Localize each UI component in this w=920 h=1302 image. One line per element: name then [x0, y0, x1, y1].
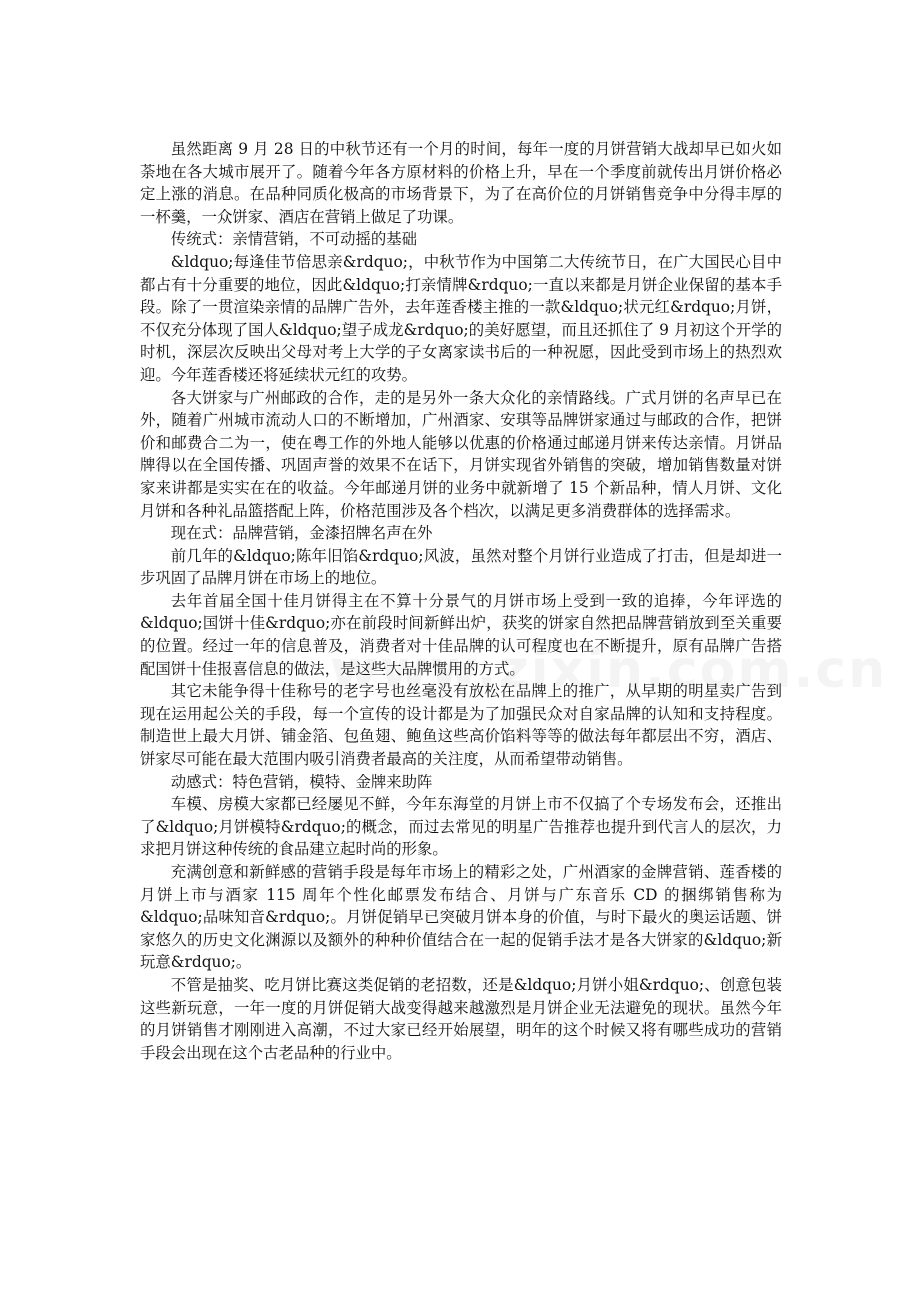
paragraph-old-filling: 前几年的&ldquo;陈年旧馅&rdquo;风波，虽然对整个月饼行业造成了打击，但是却进一步巩固了品牌月饼在市场上的地位。 [140, 546, 782, 588]
section-heading-present: 现在式：品牌营销，金漆招牌名声在外 [170, 524, 433, 543]
section-heading-traditional: 传统式：亲情营销，不可动摇的基础 [170, 230, 418, 249]
section-heading-dynamic: 动感式：特色营销，模特、金牌来助阵 [170, 772, 433, 791]
paragraph-models: 车模、房模大家都已经屡见不鲜，今年东海堂的月饼上市不仅搞了个专场发布会，还推出了&ldquo;月饼模特&rdquo;的概念，而过去常见的明星广告推荐也提升到代言人的层次，力求把月饼这种传统的食品建立起时尚的形象。 [140, 795, 782, 859]
article-body [140, 138, 782, 1064]
paragraph-postal-cooperation: 各大饼家与广州邮政的合作，走的是另外一条大众化的亲情路线。广式月饼的名声早已在外，随着广州城市流动人口的不断增加，广州酒家、安琪等品牌饼家通过与邮政的合作，把饼价和邮费合二为一，使在粤工作的外地人能够以优惠的价格通过邮递月饼来传达亲情。月饼品牌得以在全国传播、巩固声誉的效果不在话下，月饼实现省外销售的突破，增加销售数量对饼家来讲都是实实在在的收益。今年邮递月饼的业务中就新增了 15 个新品种，情人月饼、文化月饼和各种礼品篮搭配上阵，价格范围涉及各个档次，以满足更多消费群体的选择需求。 [140, 388, 782, 520]
paragraph-old-brands: 其它未能争得十佳称号的老字号也丝毫没有放松在品牌上的推广，从早期的明星卖广告到现在运用起公关的手段，每一个宣传的设计都是为了加强民众对自家品牌的认知和支持程度。制造世上最大月饼、铺金箔、包鱼翅、鲍鱼这些高价馅料等等的做法每年都层出不穷，酒店、饼家尽可能在最大范围内吸引消费者最高的关注度，从而希望带动销售。 [140, 682, 782, 769]
paragraph-family-marketing: &ldquo;每逢佳节倍思亲&rdquo;，中秋节作为中国第二大传统节日，在广大国民心目中都占有十分重要的地位，因此&ldquo;打亲情牌&rdquo;一直以来都是月饼企业保留的基本手段。除了一贯渲染亲情的品牌广告外，去年莲香楼主推的一款&ldquo;状元红&rdquo;月饼，不仅充分体现了国人&ldquo;望子成龙&rdquo;的美好愿望，而且还抓住了 9 月初这个开学的时机，深层次反映出父母对考上大学的子女离家读书后的一种祝愿，因此受到市场上的热烈欢迎。今年莲香楼还将延续状元红的攻势。 [140, 252, 782, 384]
paragraph-conclusion: 不管是抽奖、吃月饼比赛这类促销的老招数，还是&ldquo;月饼小姐&rdquo;、创意包装这些新玩意，一年一度的月饼促销大战变得越来越激烈是月饼企业无法避免的现状。虽然今年的月饼销售才刚刚进入高潮，不过大家已经开始展望，明年的这个时候又将有哪些成功的营销手段会出现在这个古老品种的行业中。 [140, 975, 782, 1062]
paragraph-creative: 充满创意和新鲜感的营销手段是每年市场上的精彩之处，广州酒家的金牌营销、莲香楼的月饼上市与酒家 115 周年个性化邮票发布结合、月饼与广东音乐 CD 的捆绑销售称为&ldquo;品味知音&rdquo;。月饼促销早已突破月饼本身的价值，与时下最火的奥运话题、饼家悠久的历史文化渊源以及额外的种种价值结合在一起的促销手法才是各大饼家的&ldquo;新玩意&rdquo;。 [140, 863, 782, 972]
paragraph-top-ten: 去年首届全国十佳月饼得主在不算十分景气的月饼市场上受到一致的追捧，今年评选的&ldquo;国饼十佳&rdquo;亦在前段时间新鲜出炉，获奖的饼家自然把品牌营销放到至关重要的位置。经过一年的信息普及，消费者对十佳品牌的认可程度也在不断提升，原有品牌广告搭配国饼十佳报喜信息的做法，是这些大品牌惯用的方式。 [140, 591, 782, 678]
paragraph-intro: 虽然距离 9 月 28 日的中秋节还有一个月的时间，每年一度的月饼营销大战却早已如火如荼地在各大城市展开了。随着今年各方原材料的价格上升，早在一个季度前就传出月饼价格必定上涨的消息。在品种同质化极高的市场背景下，为了在高价位的月饼销售竞争中分得丰厚的一杯羹，一众饼家、酒店在营销上做足了功课。 [140, 140, 782, 226]
